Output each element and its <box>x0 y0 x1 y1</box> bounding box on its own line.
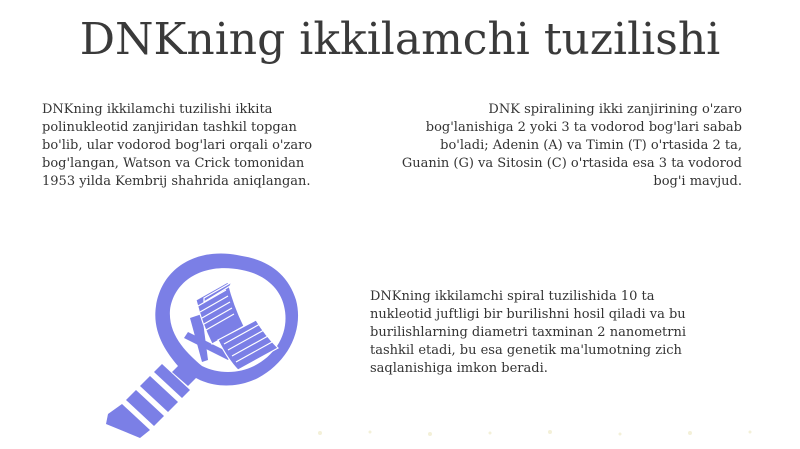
lightbulb-book-icon <box>92 248 314 438</box>
paragraph-right: DNK spiralining ikki zanjirining o'zaro bog'lanishiga 2 yoki 3 ta vodorod bog'lari sabab bo'ladi; Adenin (A) va Timin (T) o'rtasida 2 ta, Guanin (G) va Sitosin (C) o'rtasida esa 3 ta vodorod bog'i mavjud. <box>401 102 742 189</box>
paragraph-left: DNKning ikkilamchi tuzilishi ikkita polinukleotid zanjiridan tashkil topgan bo'lib, ular vodorod bog'lari orqali o'zaro bog'langan, Watson va Crick tomonidan 1953 yilda Kembrij shahrida aniqlangan. <box>42 102 313 189</box>
decorative-dots <box>300 428 780 438</box>
paragraph-bottom: DNKning ikkilamchi spiral tuzilishida 10 ta nukleotid juftligi bir burilishni hosil qiladi va bu burilishlarning diametri taxminan 2 nanometrni tashkil etadi, bu esa genetik ma'lumotning zich saqlanishiga imkon beradi. <box>370 289 687 376</box>
slide-title: DNKning ikkilamchi tuzilishi <box>79 14 721 65</box>
